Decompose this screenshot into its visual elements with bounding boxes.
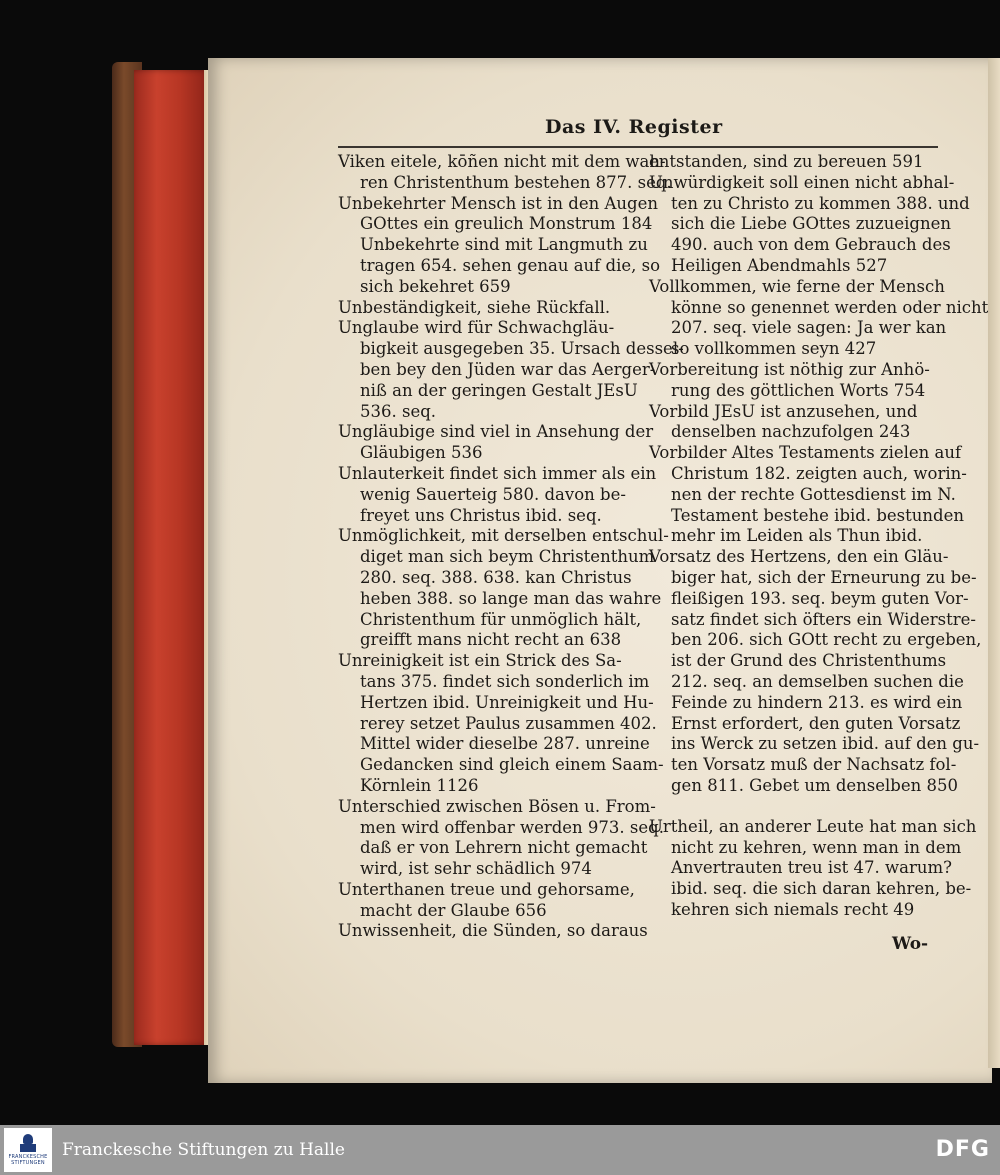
entry-line: heben 388. so lange man das wahre bbox=[360, 588, 662, 608]
entry-line: freyet uns Christus ibid. seq. bbox=[360, 505, 602, 525]
entry-line: ten zu Christo zu kommen 388. und bbox=[671, 193, 970, 213]
index-entry bbox=[338, 526, 669, 651]
viewer-footer bbox=[0, 1125, 1000, 1175]
entry-headline: Unterthanen treue und gehorsame, bbox=[338, 879, 635, 899]
page-right-edge bbox=[988, 58, 1000, 1068]
head-rule bbox=[338, 146, 938, 148]
entry-headline: Unbeständigkeit, siehe Rückfall. bbox=[338, 297, 611, 317]
entry-line: diget man sich beym Christenthum bbox=[360, 547, 655, 567]
entry-line: Hertzen ibid. Unreinigkeit und Hu- bbox=[360, 692, 654, 712]
entry-line: nicht zu kehren, wenn man in dem bbox=[671, 837, 962, 857]
running-head: Das IV. Register bbox=[545, 116, 723, 138]
entry-headline: Viken eitele, kōñen nicht mit dem wah- bbox=[338, 152, 666, 171]
entry-line: daß er von Lehrern nicht gemacht bbox=[360, 838, 648, 858]
entry-line: 212. seq. an demselben suchen die bbox=[671, 671, 964, 691]
right-column bbox=[649, 152, 989, 921]
book-page-block-edge bbox=[134, 70, 210, 1045]
entry-line: tragen 654. sehen genau auf die, so bbox=[360, 255, 661, 275]
entry-line: Feinde zu hindern 213. es wird ein bbox=[671, 692, 963, 712]
entry-line: Heiligen Abendmahls 527 bbox=[671, 255, 888, 275]
index-entry bbox=[338, 298, 633, 319]
entry-line: gen 811. Gebet um denselben 850 bbox=[671, 775, 959, 795]
orphanage-icon bbox=[20, 1134, 36, 1152]
entry-headline: Vorsatz des Hertzens, den ein Gläu- bbox=[649, 547, 949, 567]
entry-line: 280. seq. 388. 638. kan Christus bbox=[360, 567, 632, 587]
entry-line: greifft mans nicht recht an 638 bbox=[360, 630, 622, 650]
entry-line: ist der Grund des Christenthums bbox=[671, 651, 947, 671]
entry-line: wenig Sauerteig 580. davon be- bbox=[360, 484, 626, 504]
entry-line: GOttes ein greulich Monstrum 184 bbox=[360, 214, 653, 234]
entry-line: ins Werck zu setzen ibid. auf den gu- bbox=[671, 734, 980, 754]
index-entry bbox=[338, 921, 648, 942]
index-entry bbox=[649, 816, 977, 921]
left-column bbox=[338, 152, 684, 942]
index-entry bbox=[649, 152, 944, 173]
entry-line: Christum 182. zeigten auch, worin- bbox=[671, 463, 967, 483]
entry-line: ben 206. sich GOtt recht zu ergeben, bbox=[671, 630, 982, 650]
entry-line: macht der Glaube 656 bbox=[360, 900, 547, 920]
index-entry bbox=[649, 547, 982, 797]
entry-headline: Unreinigkeit ist ein Strick des Sa- bbox=[338, 651, 622, 671]
entry-line: ibid. seq. die sich daran kehren, be- bbox=[671, 879, 972, 899]
index-entry bbox=[338, 880, 633, 922]
entry-line: 536. seq. bbox=[360, 401, 437, 421]
entry-line: Christenthum für unmöglich hält, bbox=[360, 609, 642, 629]
entry-headline: Unterschied zwischen Bösen u. From- bbox=[338, 796, 656, 816]
entry-line: ben bey den Jüden war das Aerger- bbox=[360, 359, 656, 379]
entry-headline: Vorbereitung ist nöthig zur Anhö- bbox=[649, 359, 930, 379]
entry-line: könne so genennet werden oder nicht bbox=[671, 297, 989, 317]
entry-headline: Unbekehrter Mensch ist in den Augen bbox=[338, 193, 658, 213]
entry-line: wird, ist sehr schädlich 974 bbox=[360, 859, 592, 879]
entry-headline: Unwürdigkeit soll einen nicht abhal- bbox=[649, 172, 955, 192]
index-entry bbox=[338, 193, 661, 298]
index-entry bbox=[338, 422, 654, 464]
entry-line: tans 375. findet sich sonderlich im bbox=[360, 671, 650, 691]
entry-line: sich bekehret 659 bbox=[360, 276, 511, 296]
dfg-logo[interactable]: DFG bbox=[935, 1137, 990, 1162]
index-entry bbox=[649, 172, 970, 277]
entry-headline: Vollkommen, wie ferne der Mensch bbox=[649, 276, 945, 296]
institution-logo[interactable] bbox=[4, 1128, 52, 1172]
entry-headline: Unlauterkeit findet sich immer als ein bbox=[338, 463, 657, 483]
entry-headline: entstanden, sind zu bereuen 591 bbox=[649, 152, 924, 171]
catchword: Wo- bbox=[892, 934, 929, 954]
entry-line: Mittel wider dieselbe 287. unreine bbox=[360, 734, 650, 754]
entry-line: Testament bestehe ibid. bestunden bbox=[671, 505, 964, 525]
entry-line: 207. seq. viele sagen: Ja wer kan bbox=[671, 318, 947, 338]
entry-line: mehr im Leiden als Thun ibid. bbox=[671, 526, 923, 546]
index-entry bbox=[649, 276, 989, 360]
entry-line: Körnlein 1126 bbox=[360, 775, 479, 795]
index-entry bbox=[338, 152, 672, 194]
index-entry bbox=[338, 318, 684, 422]
entry-headline: Unwissenheit, die Sünden, so daraus bbox=[338, 921, 648, 941]
institution-title: Franckesche Stiftungen zu Halle bbox=[62, 1140, 345, 1160]
entry-headline: Vorbild JEsU ist anzusehen, und bbox=[649, 401, 918, 421]
entry-gap bbox=[649, 797, 944, 817]
entry-headline: Urtheil, an anderer Leute hat man sich bbox=[649, 816, 977, 836]
entry-line: ten Vorsatz muß der Nachsatz fol- bbox=[671, 755, 957, 775]
entry-line: rung des göttlichen Worts 754 bbox=[671, 380, 926, 400]
entry-line: so vollkommen seyn 427 bbox=[671, 339, 877, 359]
index-entry bbox=[649, 402, 944, 444]
entry-line: biger hat, sich der Erneurung zu be- bbox=[671, 567, 977, 587]
entry-line: nen der rechte Gottesdienst im N. bbox=[671, 484, 956, 504]
entry-line: Anvertrauten treu ist 47. warum? bbox=[671, 858, 952, 878]
logo-text: FRANCKESCHE STIFTUNGEN bbox=[8, 1154, 48, 1166]
entry-line: rerey setzet Paulus zusammen 402. bbox=[360, 713, 657, 733]
entry-line: Ernst erfordert, den guten Vorsatz bbox=[671, 713, 961, 733]
entry-line: ren Christenthum bestehen 877. seq. bbox=[360, 172, 672, 192]
entry-headline: Unglaube wird für Schwachgläu- bbox=[338, 318, 615, 338]
index-entry bbox=[338, 463, 657, 526]
index-entry bbox=[338, 651, 664, 797]
entry-line: men wird offenbar werden 973. seq. bbox=[360, 817, 664, 837]
entry-line: Gedancken sind gleich einem Saam- bbox=[360, 755, 664, 775]
entry-line: Gläubigen 536 bbox=[360, 443, 483, 463]
entry-headline: Ungläubige sind viel in Ansehung der bbox=[338, 422, 654, 442]
entry-line: 490. auch von dem Gebrauch des bbox=[671, 235, 951, 255]
entry-line: sich die Liebe GOttes zuzueignen bbox=[671, 214, 951, 234]
index-entry bbox=[338, 796, 664, 880]
entry-line: kehren sich niemals recht 49 bbox=[671, 899, 915, 919]
entry-line: satz findet sich öfters ein Widerstre- bbox=[671, 609, 977, 629]
entry-headline: Unmöglichkeit, mit derselben entschul- bbox=[338, 526, 669, 546]
entry-line: niß an der geringen Gestalt JEsU bbox=[360, 380, 638, 400]
entry-line: fleißigen 193. seq. beym guten Vor- bbox=[671, 588, 969, 608]
index-entry bbox=[649, 443, 967, 547]
entry-line: Unbekehrte sind mit Langmuth zu bbox=[360, 235, 648, 255]
index-entry bbox=[649, 360, 944, 402]
entry-line: denselben nachzufolgen 243 bbox=[671, 422, 911, 442]
entry-headline: Vorbilder Altes Testaments zielen auf bbox=[649, 443, 962, 463]
entry-line: bigkeit ausgegeben 35. Ursach dessel- bbox=[360, 339, 684, 359]
